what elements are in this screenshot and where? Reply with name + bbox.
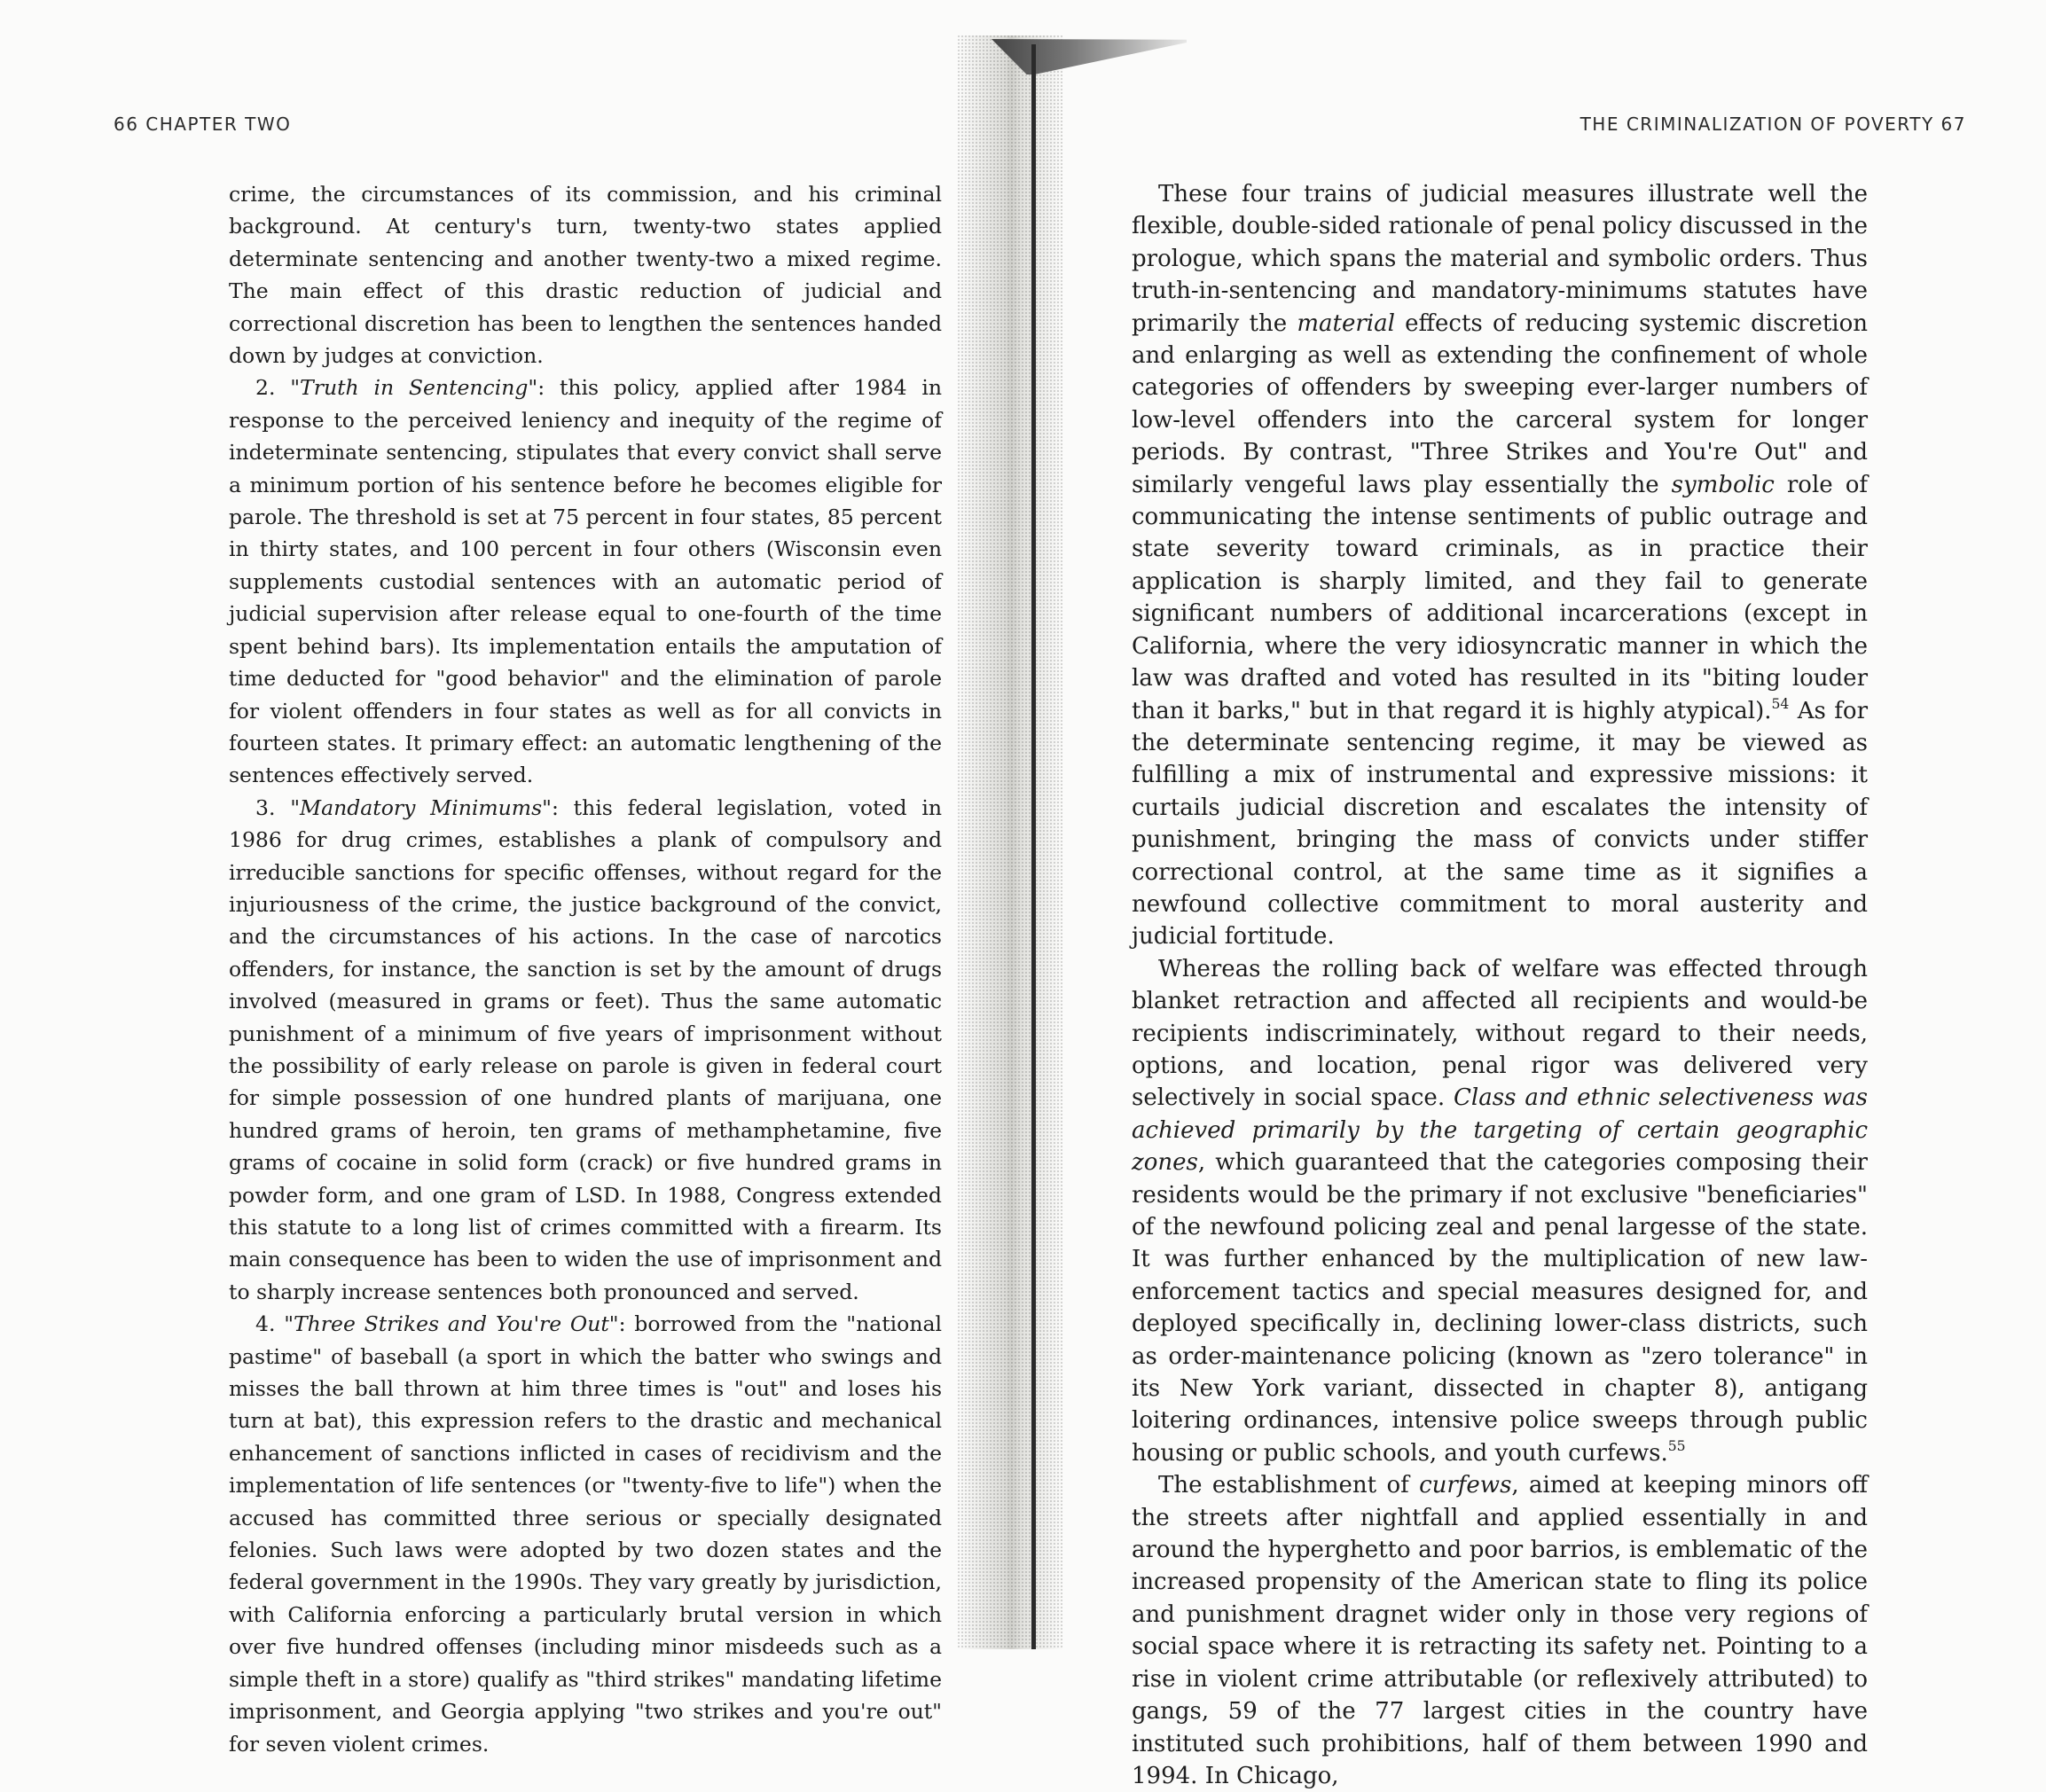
book-spine xyxy=(1031,44,1036,1649)
left-running-header: 66 CHAPTER TWO xyxy=(114,113,292,135)
book-gutter-shadow xyxy=(958,35,1064,1649)
left-paragraph-4: 4. "Three Strikes and You're Out": borrowed from the "national pastime" of baseball (a sport in which the batter who swings and misses the ball thrown at him three times is "out" and loses his turn at bat), this expression refers to the drastic and mechanical enhancement of sanctions inflicted in cases of recidivism and the implementation of life sentences (or "twenty-five to life") when the accused has committed three serious or specially designated felonies. Such laws were adopted by two dozen states and the federal government in the 1990s. They vary greatly by jurisdiction, with California enforcing a particularly brutal version in which over five hundred offenses (including minor misdeeds such as a simple theft in a store) qualify as "third strikes" mandating lifetime imprisonment, and Georgia applying "two strikes and you're out" for seven violent crimes. xyxy=(229,1311,942,1757)
mandatory-minimums-title: "Mandatory Minimums" xyxy=(290,794,552,820)
right-paragraph-1: These four trains of judicial measures illustrate well the flexible, double-sided rationale of penal policy discussed in the prologue, which spans the material and symbolic orders. Thus truth-in-sentencing and mandatory-minimums statutes have primarily the material effects of reducing systemic discretion and enlarging as well as extending the confinement of whole categories of offenders by sweeping ever-larger numbers of low-level offenders into the carceral system for longer periods. By contrast, "Three Strikes and You're Out" and similarly vengeful laws play essentially the symbolic role of communicating the intense sentiments of public outrage and state severity toward criminals, as in practice their application is sharply limited, and they fail to generate significant numbers of additional incarcerations (except in California, where the very idiosyncratic manner in which the law was drafted and voted has resulted in its "biting louder than it barks," but in that regard it is highly atypical).$^{54}$ As for the determinate sentencing regime, it may be viewed as fulfilling a mix of instrumental and expressive missions: it curtails judicial discretion and escalates the intensity of punishment, bringing the mass of convicts under stiffer correctional control, at the same time as it signifies a newfound collective commitment to moral austerity and judicial fortitude. xyxy=(1132,181,1868,951)
right-paragraph-3: The establishment of curfews, aimed at keeping minors off the streets after nightfall and applied essentially in and around the hyperghetto and poor barrios, is emblematic of the increased propensity of the American state to fling its police and punishment dragnet wider only in those very regions of social space where it is retracting its safety net. Pointing to a rise in violent crime attributable (or reflexively attributed) to gangs, 59 of the 77 largest cities in the country have instituted such prohibitions, half of them between 1990 and 1994. In Chicago, xyxy=(1132,1472,1868,1789)
right-paragraph-2: Whereas the rolling back of welfare was effected through blanket retraction and affected all recipients and would-be recipients indiscriminately, without regard to their needs, options, and location, penal rigor was delivered very selectively in social space. Class and ethnic selectiveness was achieved primarily by the targeting of certain geographic zones, which guaranteed that the categories composing their residents would be the primary if not exclusive "beneficiaries" of the newfound policing zeal and penal largesse of the state. It was further enhanced by the multiplication of new law-enforcement tactics and special measures designed for, and deployed specifically in, declining lower-class districts, such as order-maintenance policing (known as "zero tolerance" in its New York variant, dissected in chapter 8), antigang loitering ordinances, intensive police sweeps through public housing or public schools, and youth curfews.$^{55}$ xyxy=(1132,955,1868,1467)
left-page-text xyxy=(229,178,942,1760)
left-paragraph-1: crime, the circumstances of its commission, and his criminal background. At century's turn, twenty-two states applied determinate sentencing and another twenty-two a mixed regime. The main effect of this drastic reduction of judicial and correctional discretion has been to lengthen the sentences handed down by judges at conviction. xyxy=(229,182,942,369)
truth-in-sentencing-title: "Truth in Sentencing" xyxy=(290,375,538,401)
left-paragraph-2: 2. "Truth in Sentencing": this policy, applied after 1984 in response to the perceived leniency and inequity of the regime of indeterminate sentencing, stipulates that every convict shall serve a minimum portion of his sentence before he becomes eligible for parole. The threshold is set at 75 percent in four states, 85 percent in thirty states, and 100 percent in four others (Wisconsin even supplements custodial sentences with an automatic period of judicial supervision after release equal to one-fourth of the time spent behind bars). Its implementation entails the amputation of time deducted for "good behavior" and the elimination of parole for violent offenders in four states as well as for all convicts in fourteen states. It primary effect: an automatic lengthening of the sentences effectively served. xyxy=(229,375,942,788)
three-strikes-title: "Three Strikes and You're Out" xyxy=(284,1311,619,1337)
footnote-54: 54 xyxy=(1771,695,1790,712)
right-running-header: THE CRIMINALIZATION OF POVERTY 67 xyxy=(1580,113,1966,135)
lsd-abbrev: LSD xyxy=(575,1182,620,1208)
footnote-55: 55 xyxy=(1667,1437,1686,1454)
right-page-text xyxy=(1132,178,1868,1792)
left-paragraph-3: 3. "Mandatory Minimums": this federal legislation, voted in 1986 for drug crimes, establishes a plank of compulsory and irreducible sanctions for specific offenses, without regard for the injuriousness of the crime, the justice background of the convict, and the circumstances of his actions. In the case of narcotics offenders, for instance, the sanction is set by the amount of drugs involved (measured in grams or feet). Thus the same automatic punishment of a minimum of five years of imprisonment without the possibility of early release on parole is given in federal court for simple possession of one hundred plants of marijuana, one hundred grams of heroin, ten grams of methamphetamine, five grams of cocaine in solid form (crack) or five hundred grams in powder form, and one gram of LSD. In 1988, Congress extended this statute to a long list of crimes committed with a firearm. Its main consequence has been to widen the use of imprisonment and to sharply increase sentences both pronounced and served. xyxy=(229,794,942,1304)
